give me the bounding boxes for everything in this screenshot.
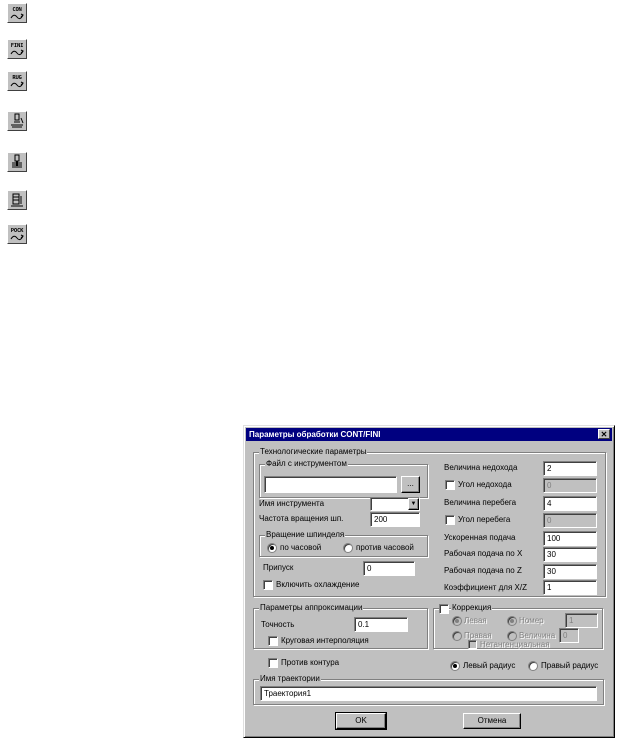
value-label: Величина bbox=[519, 631, 556, 640]
contour-icon[interactable]: CON bbox=[7, 3, 27, 23]
approx-params-legend: Параметры аппроксимации bbox=[260, 603, 363, 612]
tech-params-group bbox=[253, 447, 606, 597]
approach-angle-input[interactable]: 0 bbox=[543, 478, 597, 493]
roughing-icon[interactable]: RUG bbox=[7, 71, 27, 91]
against-contour-checkbox[interactable] bbox=[268, 658, 278, 668]
right-correction-radio[interactable] bbox=[452, 631, 462, 641]
correction-group bbox=[433, 603, 603, 649]
approach-input[interactable]: 2 bbox=[543, 461, 597, 476]
pocket-icon[interactable]: POCK bbox=[7, 224, 27, 244]
feed-x-input[interactable]: 30 bbox=[543, 547, 597, 562]
cancel-button[interactable]: Отмена bbox=[463, 713, 521, 729]
approach-angle-label: Угол недохода bbox=[458, 480, 512, 489]
tech-params-legend: Технологические параметры bbox=[260, 447, 367, 456]
correction-checkbox[interactable] bbox=[439, 604, 449, 614]
non-tangent-checkbox[interactable] bbox=[468, 640, 477, 649]
dialog-title: Параметры обработки CONT/FINI bbox=[249, 430, 381, 439]
finishing-icon[interactable]: FINI bbox=[7, 39, 27, 59]
right-radius-label: Правый радиус bbox=[541, 661, 599, 670]
allowance-label: Припуск bbox=[263, 563, 294, 572]
browse-button[interactable]: ... bbox=[401, 476, 420, 493]
clockwise-radio[interactable] bbox=[267, 543, 277, 553]
left-radius-radio[interactable] bbox=[450, 661, 460, 671]
non-tangent-label: Нетангенциальная bbox=[480, 640, 550, 649]
rapid-feed-label: Ускоренная подача bbox=[444, 533, 516, 542]
drilling-icon[interactable] bbox=[7, 111, 27, 131]
number-input[interactable]: 1 bbox=[565, 613, 598, 628]
left-correction-radio[interactable] bbox=[452, 616, 462, 626]
approach-angle-checkbox[interactable] bbox=[445, 480, 455, 490]
right-radius-radio[interactable] bbox=[528, 661, 538, 671]
number-label: Номер bbox=[519, 616, 544, 625]
boring-icon[interactable] bbox=[7, 152, 27, 172]
counter-clockwise-label: против часовой bbox=[356, 543, 414, 552]
coolant-checkbox[interactable] bbox=[263, 580, 273, 590]
against-contour-label: Против контура bbox=[281, 658, 340, 667]
dialog-titlebar bbox=[246, 428, 612, 441]
chevron-down-icon[interactable]: ▼ bbox=[408, 498, 419, 510]
circular-interp-label: Круговая интерполяция bbox=[281, 636, 369, 645]
spindle-speed-input[interactable]: 200 bbox=[370, 512, 420, 527]
tool-file-legend: Файл с инструментом bbox=[266, 459, 347, 468]
xz-coef-input[interactable]: 1 bbox=[543, 580, 597, 595]
value-input[interactable]: 0 bbox=[559, 628, 579, 643]
circular-interp-checkbox[interactable] bbox=[268, 636, 278, 646]
counter-clockwise-radio[interactable] bbox=[343, 543, 353, 553]
coolant-label: Включить охлаждение bbox=[276, 580, 360, 589]
trajectory-legend: Имя траектории bbox=[260, 674, 320, 683]
rapid-feed-input[interactable]: 100 bbox=[543, 531, 597, 546]
accuracy-input[interactable]: 0.1 bbox=[354, 617, 408, 632]
tool-name-select[interactable] bbox=[370, 497, 420, 511]
overrun-angle-input[interactable]: 0 bbox=[543, 513, 597, 528]
approach-label: Величина недохода bbox=[444, 463, 518, 472]
close-icon: ✕ bbox=[600, 430, 608, 439]
tool-name-label: Имя инструмента bbox=[259, 499, 325, 508]
ok-button[interactable]: OK bbox=[336, 713, 386, 729]
overrun-angle-checkbox[interactable] bbox=[445, 515, 455, 525]
overrun-label: Величина перебега bbox=[444, 498, 517, 507]
threading-icon[interactable] bbox=[7, 190, 27, 210]
trajectory-name-input[interactable]: Траектория1 bbox=[260, 686, 597, 701]
overrun-input[interactable]: 4 bbox=[543, 496, 597, 511]
allowance-input[interactable]: 0 bbox=[363, 561, 415, 576]
left-correction-label: Левая bbox=[464, 616, 487, 625]
spindle-rotation-group bbox=[259, 530, 428, 557]
spindle-rotation-legend: Вращение шпинделя bbox=[266, 530, 345, 539]
approx-params-group bbox=[253, 603, 428, 649]
close-button[interactable] bbox=[598, 429, 610, 439]
right-correction-label: Правая bbox=[464, 631, 492, 640]
tool-file-input[interactable] bbox=[264, 476, 397, 493]
feed-z-input[interactable]: 30 bbox=[543, 564, 597, 579]
clockwise-label: по часовой bbox=[280, 543, 322, 552]
tool-file-group bbox=[259, 459, 428, 498]
overrun-angle-label: Угол перебега bbox=[458, 515, 511, 524]
spindle-speed-label: Частота вращения шп. bbox=[259, 514, 344, 523]
machining-params-dialog bbox=[243, 425, 615, 738]
feed-x-label: Рабочая подача по X bbox=[444, 549, 523, 558]
left-radius-label: Левый радиус bbox=[463, 661, 516, 670]
feed-z-label: Рабочая подача по Z bbox=[444, 566, 522, 575]
number-radio[interactable] bbox=[507, 616, 517, 626]
correction-legend: Коррекция bbox=[452, 603, 492, 612]
accuracy-label: Точность bbox=[261, 620, 295, 629]
trajectory-group bbox=[253, 674, 604, 705]
xz-coef-label: Коэффициент для X/Z bbox=[444, 583, 527, 592]
